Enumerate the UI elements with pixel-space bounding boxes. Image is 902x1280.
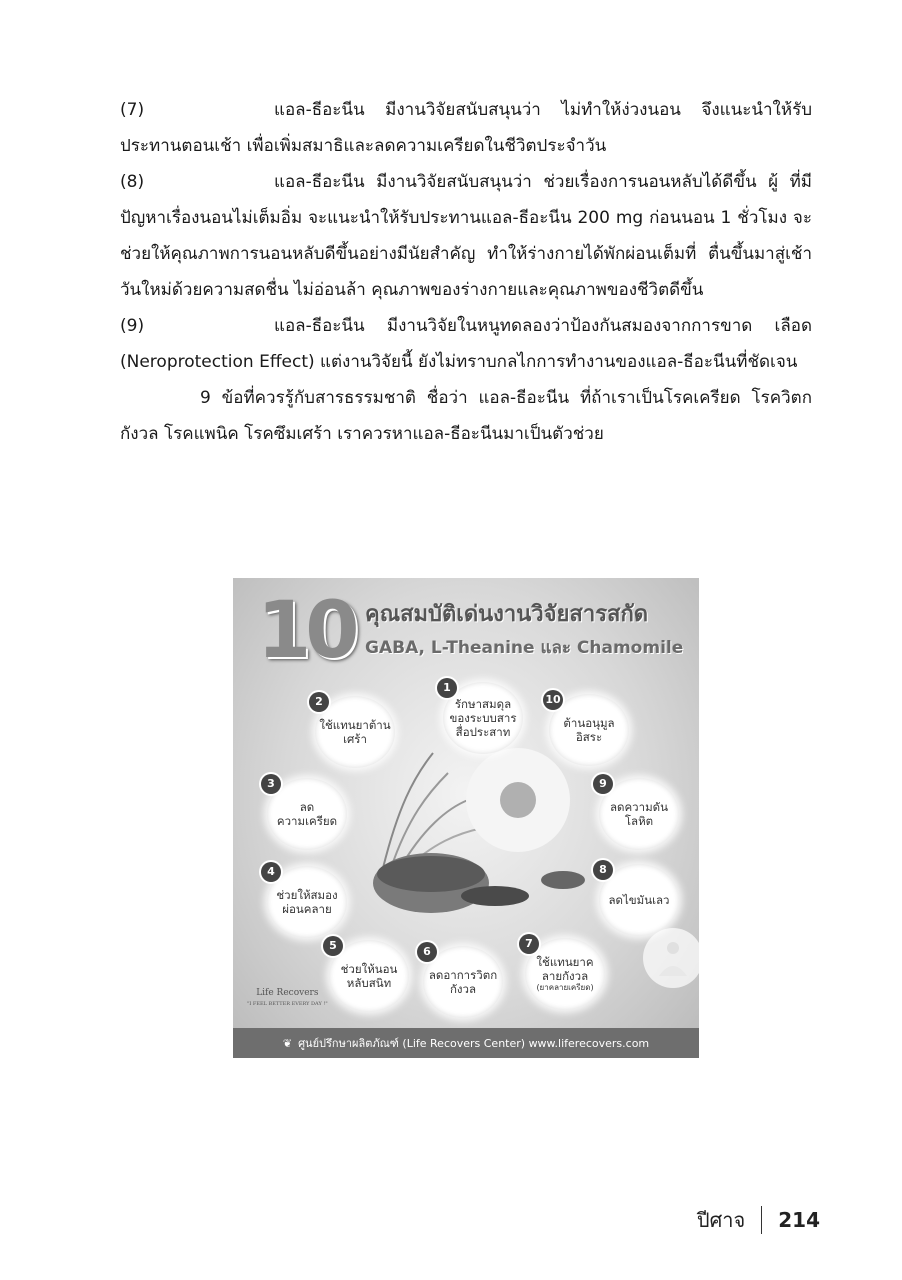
benefit-text: ต้านอนุมูลอิสระ — [563, 716, 615, 744]
benefit-bubble-7 — [525, 938, 605, 1010]
page-number: 214 — [778, 1208, 820, 1232]
benefit-bubble-3 — [267, 778, 347, 850]
benefit-text: ลดอาการวิตกกังวล — [428, 968, 498, 996]
infographic-footer — [233, 1028, 699, 1058]
infographic-big-number: 10 — [257, 586, 354, 676]
benefit-text: ลดความดันโลหิต — [609, 800, 669, 828]
benefit-text: ใช้แทนยาต้านเศร้า — [319, 718, 391, 746]
benefit-bubble-5 — [329, 940, 409, 1012]
paragraph-rest: ประทานตอนเช้า เพื่อเพิ่มสมาธิและลดความเครียดในชีวิตประจำวัน — [120, 136, 607, 156]
paragraph-8 — [120, 164, 812, 308]
chamomile-flower-icon — [466, 748, 570, 852]
infographic-headline: คุณสมบัติเด่นงานวิจัยสารสกัด — [365, 602, 649, 627]
running-footer-author: ปีศาจ — [696, 1208, 746, 1232]
benefit-note: (ยาคลายเครียด) — [536, 983, 594, 992]
summary-paragraph — [120, 380, 812, 452]
benefit-bubble-1 — [443, 682, 523, 754]
benefit-bubble-2 — [315, 696, 395, 768]
paragraph-lead: แอล-ธีอะนีน มีงานวิจัยในหนูทดลองว่าป้องกันสมองจากการขาด — [274, 316, 753, 336]
benefit-bubble-8 — [599, 864, 679, 936]
paragraph-lead: แอล-ธีอะนีน มีงานวิจัยสนับสนุนว่า ไม่ทำให้ง่วงนอน จึงแนะนำให้รับ — [274, 100, 812, 120]
paragraph-rest: ที่มีปัญหาเรื่องนอนไม่เต็มอิ่ม จะแนะนำให้รับประทานแอล-ธีอะนีน 200 mg ก่อนนอน 1 ชั่วโมง จะช่วยให้คุณภาพการนอนหลับดีขึ้นอย่างมีนัยสำคัญ ทำให้ร่างกายได้พักผ่อนเต็มที่ ตื่นขึ้นมาสู่เช้าวันใหม่ด้วยความสดชื่น ไม่อ่อนล้า คุณภาพของร่างกายและคุณภาพของชีวิตดีขึ้น — [120, 172, 812, 300]
benefit-text: ช่วยให้สมองผ่อนคลาย — [276, 888, 338, 916]
benefit-number: 2 — [309, 692, 329, 712]
benefit-number: 1 — [437, 678, 457, 698]
paragraph-rest: เลือด (Neroprotection Effect) แต่งานวิจัยนี้ ยังไม่ทราบกลไกการทำงานของแอล-ธีอะนีนที่ชัดเจน — [120, 316, 812, 372]
benefit-number: 6 — [417, 942, 437, 962]
seed-bowl-icon — [373, 853, 489, 913]
benefit-number: 10 — [543, 690, 563, 710]
benefit-number: 9 — [593, 774, 613, 794]
meditation-figure-icon — [643, 928, 699, 988]
brand-logo — [247, 988, 328, 1010]
benefit-bubble-4 — [267, 866, 347, 938]
paragraph-7 — [120, 92, 812, 164]
summary-text: 9 ข้อที่ควรรู้กับสารธรรมชาติ ชื่อว่า แอล-ธีอะนีน ที่ถ้าเราเป็นโรคเครียด โรควิตกกังวล โรคแพนิค โรคซึมเศร้า เราควรหาแอล-ธีอะนีนมาเป็นตัวช่วย — [120, 388, 812, 444]
benefit-text: รักษาสมดุลของระบบสารสื่อประสาท — [449, 697, 517, 739]
infographic-subheadline: GABA, L-Theanine และ Chamomile — [365, 638, 684, 658]
benefit-bubble-6 — [423, 946, 503, 1018]
brand-name: Life Recovers — [256, 988, 319, 998]
benefit-bubble-9 — [599, 778, 679, 850]
paragraph-9 — [120, 308, 812, 380]
benefit-number: 3 — [261, 774, 281, 794]
item-number: (7) — [120, 100, 145, 120]
benefit-number: 7 — [519, 934, 539, 954]
infographic-footer-text: ศูนย์ปรึกษาผลิตภัณฑ์ (Life Recovers Center) www.liferecovers.com — [298, 1037, 650, 1050]
benefit-number: 5 — [323, 936, 343, 956]
item-number: (9) — [120, 316, 145, 336]
brand-tagline: "I FEEL BETTER EVERY DAY !" — [247, 1001, 328, 1007]
body-text — [120, 92, 812, 452]
benefit-bubble-10 — [545, 693, 629, 766]
footer-divider — [761, 1206, 762, 1234]
benefit-text: ช่วยให้นอนหลับสนิท — [340, 962, 398, 990]
leaf-icon: ❦ — [282, 1036, 293, 1050]
benefit-text: ใช้แทนยาคลายกังวล (ยาคลายเครียด) — [529, 955, 601, 993]
paragraph-lead: แอล-ธีอะนีน มีงานวิจัยสนับสนุนว่า ช่วยเรื่องการนอนหลับได้ดีขึ้น ผู้ — [274, 172, 779, 192]
item-number: (8) — [120, 172, 145, 192]
benefit-text: ลดไขมันเลว — [608, 893, 670, 907]
benefit-text: ลดความเครียด — [276, 800, 338, 828]
page-footer — [697, 1204, 820, 1236]
benefit-number: 4 — [261, 862, 281, 882]
benefit-number: 8 — [593, 860, 613, 880]
infographic-image — [233, 578, 699, 1058]
